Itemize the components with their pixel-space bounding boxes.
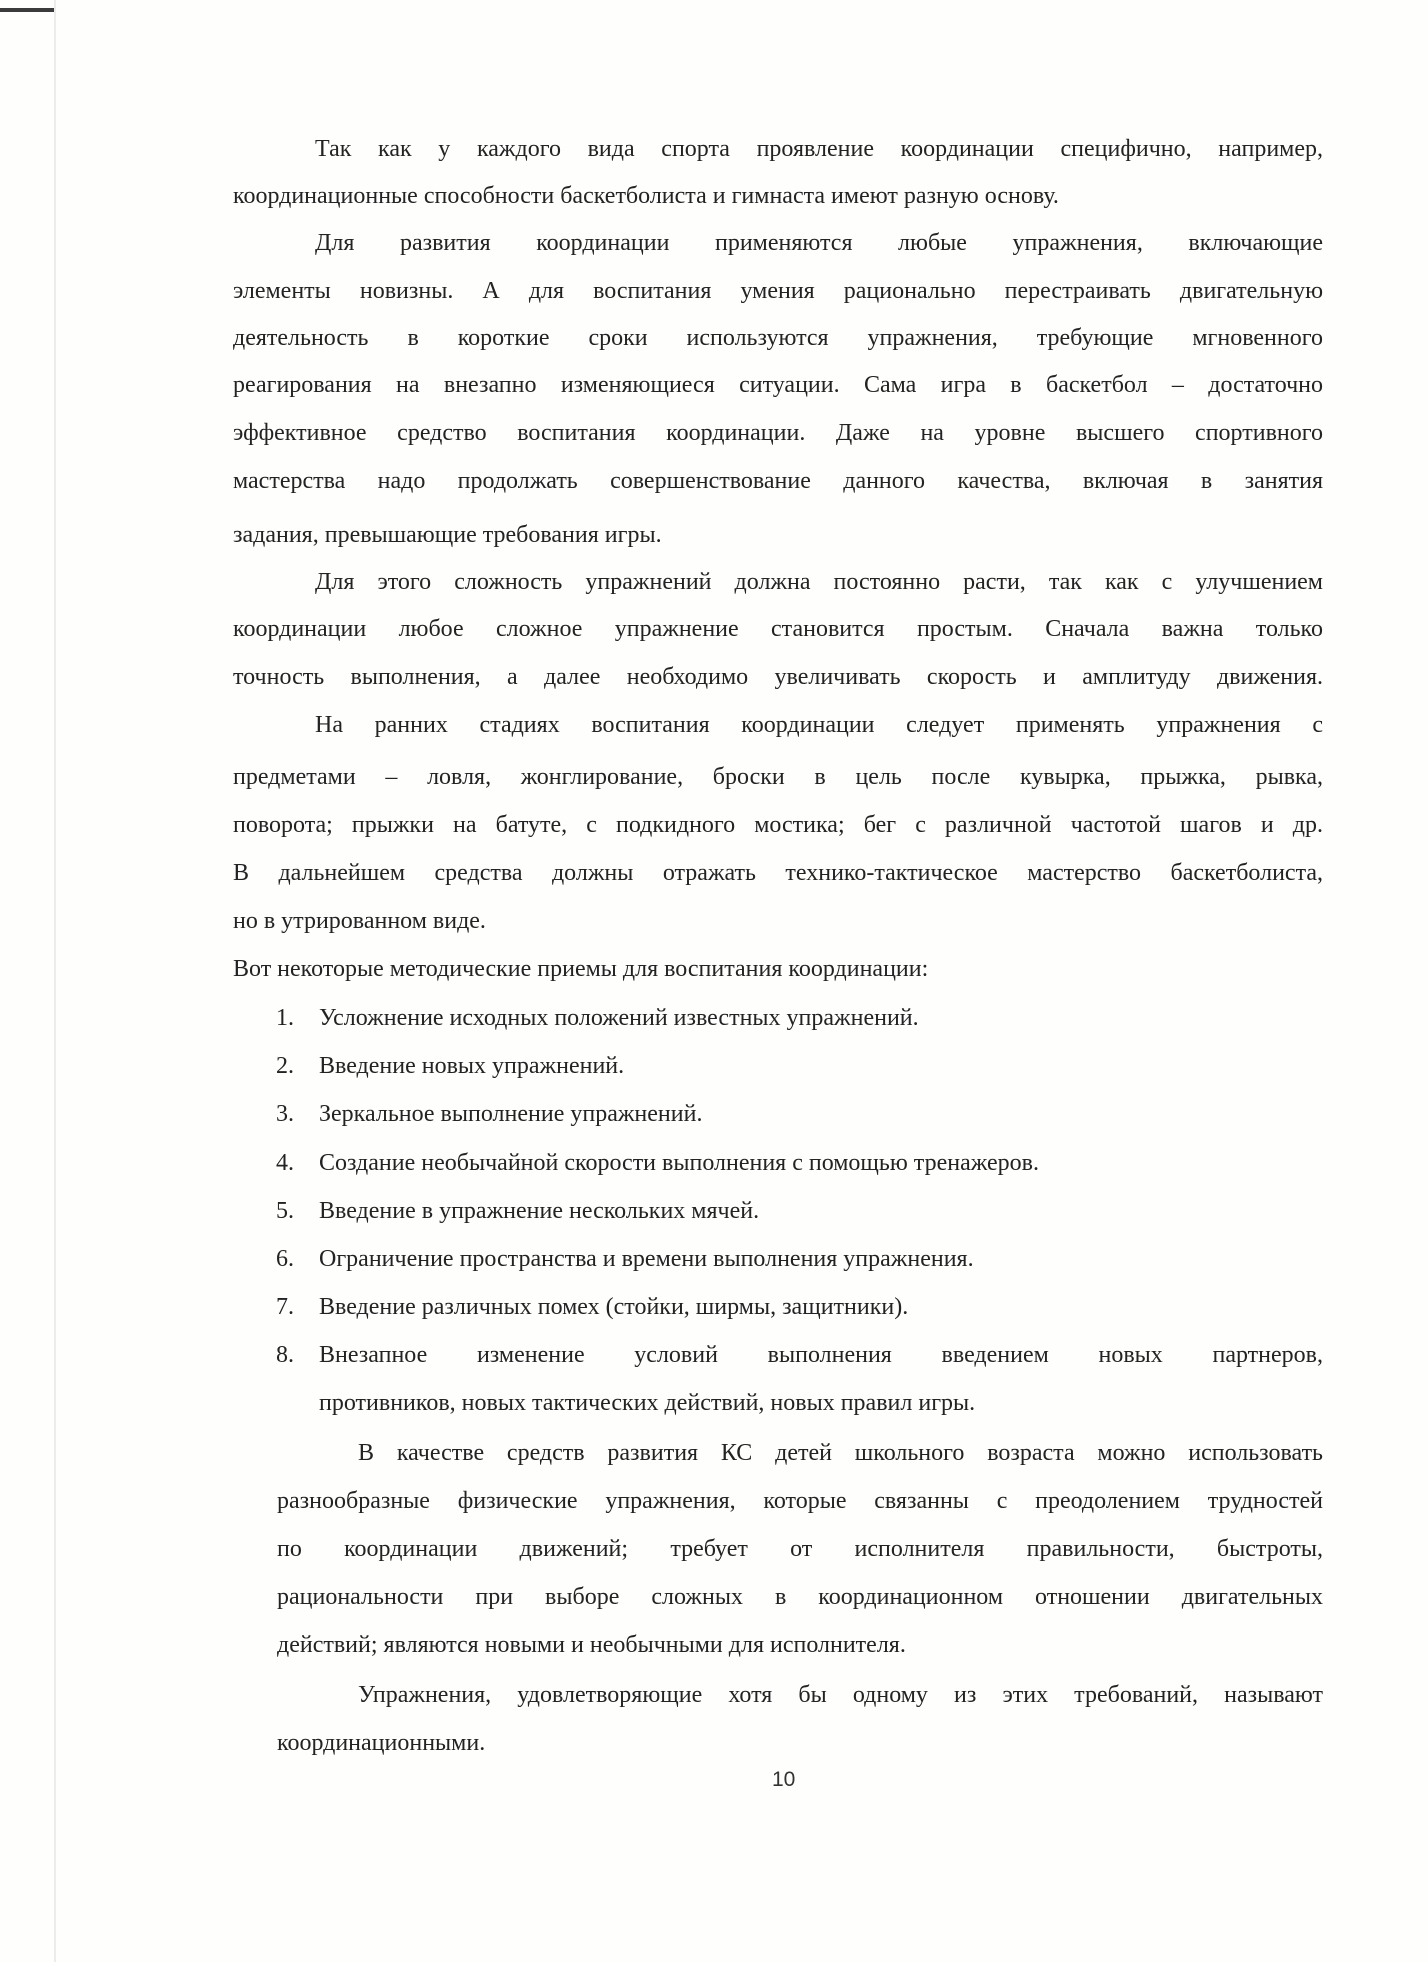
paragraph-line: точность выполнения, а далее необходимо увеличивать скорость и амплитуду движения.: [233, 664, 1323, 690]
list-item-text: Зеркальное выполнение упражнений.: [319, 1101, 703, 1127]
list-item-number: 4.: [276, 1150, 294, 1176]
paragraph-line: рациональности при выборе сложных в координационном отношении двигательных: [277, 1584, 1323, 1610]
list-item-text-continued: противников, новых тактических действий, новых правил игры.: [319, 1390, 976, 1416]
paragraph-line: предметами – ловля, жонглирование, броски в цель после кувырка, прыжка, рывка,: [233, 764, 1323, 790]
list-item-number: 7.: [276, 1294, 294, 1320]
paragraph-line: Для этого сложность упражнений должна постоянно расти, так как с улучшением: [315, 569, 1323, 595]
list-item-number: 5.: [276, 1198, 294, 1224]
paragraph-line: но в утрированном виде.: [233, 908, 486, 934]
list-item-text: Введение в упражнение нескольких мячей.: [319, 1198, 760, 1224]
list-item-text: Внезапное изменение условий выполнения введением новых партнеров,: [319, 1342, 1323, 1368]
list-item-text: Введение различных помех (стойки, ширмы, защитники).: [319, 1294, 909, 1320]
list-item-number: 1.: [276, 1005, 294, 1031]
page-number: 10: [772, 1768, 796, 1791]
paragraph-line: разнообразные физические упражнения, которые связанны с преодолением трудностей: [277, 1488, 1323, 1514]
list-intro: Вот некоторые методические приемы для воспитания координации:: [233, 956, 929, 982]
paragraph-line: координационными.: [277, 1730, 486, 1756]
list-item-text: Создание необычайной скорости выполнения с помощью тренажеров.: [319, 1150, 1039, 1176]
list-item-text: Ограничение пространства и времени выполнения упражнения.: [319, 1246, 974, 1272]
list-item-number: 8.: [276, 1342, 294, 1368]
paragraph-line: по координации движений; требует от исполнителя правильности, быстроты,: [277, 1536, 1323, 1562]
paragraph-line: Для развития координации применяются любые упражнения, включающие: [315, 230, 1323, 256]
paragraph-line: эффективное средство воспитания координации. Даже на уровне высшего спортивного: [233, 420, 1323, 446]
list-item-number: 2.: [276, 1053, 294, 1079]
paragraph-line: координационные способности баскетболиста и гимнаста имеют разную основу.: [233, 183, 1059, 209]
paragraph-line: В дальнейшем средства должны отражать технико-тактическое мастерство баскетболиста,: [233, 860, 1323, 886]
list-item-text: Усложнение исходных положений известных упражнений.: [319, 1005, 919, 1031]
list-item-number: 6.: [276, 1246, 294, 1272]
scan-shadow: [54, 0, 56, 1962]
paragraph-line: действий; являются новыми и необычными для исполнителя.: [277, 1632, 906, 1658]
scan-edge-mark: [0, 8, 56, 12]
list-item-number: 3.: [276, 1101, 294, 1127]
paragraph-line: реагирования на внезапно изменяющиеся ситуации. Сама игра в баскетбол – достаточно: [233, 372, 1323, 398]
paragraph-line: деятельность в короткие сроки используются упражнения, требующие мгновенного: [233, 325, 1323, 351]
paragraph-line: В качестве средств развития КС детей школьного возраста можно использовать: [358, 1440, 1323, 1466]
paragraph-line: Так как у каждого вида спорта проявление координации специфично, например,: [315, 136, 1323, 162]
paragraph-line: поворота; прыжки на батуте, с подкидного мостика; бег с различной частотой шагов и др.: [233, 812, 1323, 838]
paragraph-line: элементы новизны. А для воспитания умения рационально перестраивать двигательную: [233, 278, 1323, 304]
paragraph-line: координации любое сложное упражнение становится простым. Сначала важна только: [233, 616, 1323, 642]
list-item-text: Введение новых упражнений.: [319, 1053, 625, 1079]
paragraph-line: Упражнения, удовлетворяющие хотя бы одному из этих требований, называют: [358, 1682, 1323, 1708]
paragraph-line: На ранних стадиях воспитания координации следует применять упражнения с: [315, 712, 1323, 738]
paragraph-line: мастерства надо продолжать совершенствование данного качества, включая в занятия: [233, 468, 1323, 494]
paragraph-line: задания, превышающие требования игры.: [233, 522, 662, 548]
